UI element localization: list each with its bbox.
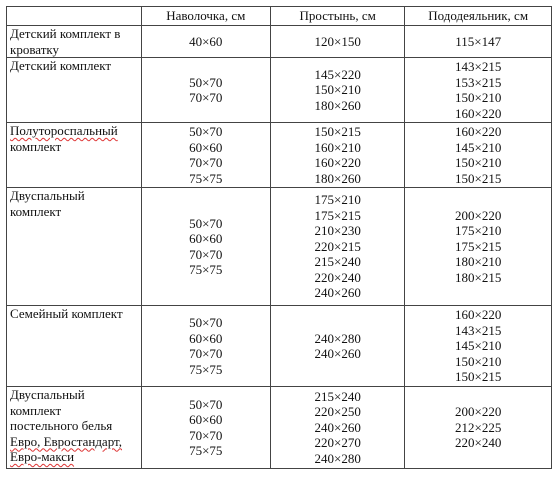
size-value: 175×210 [455,223,502,239]
size-value: 60×60 [189,330,223,346]
pillowcase-cell [141,188,271,306]
size-value: 70×70 [189,346,223,361]
table-row [7,123,552,188]
size-value: 70×70 [189,246,223,262]
table-row [7,58,552,123]
table-row [7,188,552,306]
category-line: комплект [10,203,62,219]
category-line: Семейный комплект [10,306,123,321]
size-value: 240×280 [314,450,361,466]
category-cell [7,306,142,387]
category-line: Полутороспальный [10,123,118,138]
header-pillowcase: Наволочка, см [141,7,271,26]
duvet-cell [405,26,552,58]
sheet-cell [271,387,405,469]
pillowcase-cell [141,58,271,123]
duvet-cell [405,58,552,123]
size-value: 120×150 [314,33,361,49]
size-value: 215×240 [314,388,361,404]
category-line: Евро, Евростандарт, [10,433,122,449]
category-cell [7,188,142,306]
size-value: 50×70 [189,315,223,330]
size-value: 70×70 [189,155,223,170]
category-line: Детский комплект [10,58,112,73]
size-value: 240×260 [314,346,361,361]
size-value: 160×220 [455,105,502,121]
size-value: 180×260 [314,97,361,113]
category-line: комплект [10,402,62,418]
size-value: 115×147 [455,33,502,49]
size-value: 160×210 [314,139,361,155]
size-value: 220×270 [314,435,361,451]
size-value: 50×70 [189,124,223,139]
size-value: 150×215 [455,170,502,186]
pillowcase-cell [141,387,271,469]
size-value: 153×215 [455,74,502,90]
size-value: 180×215 [455,269,502,285]
size-value: 212×225 [455,419,502,435]
size-value: 143×215 [455,322,502,338]
size-value: 220×240 [455,435,502,451]
table-row [7,387,552,469]
size-value: 180×260 [314,170,361,186]
header-row [7,7,552,26]
size-value: 40×60 [189,33,223,49]
size-value: 150×215 [455,369,502,385]
size-value: 70×70 [189,90,223,105]
pillowcase-cell [141,123,271,188]
size-value: 240×260 [314,419,361,435]
size-value: 210×230 [314,223,361,239]
size-value: 220×250 [314,404,361,420]
size-value: 60×60 [189,139,223,155]
size-value: 215×240 [314,254,361,270]
size-value: 145×210 [455,338,502,354]
size-value: 50×70 [189,215,223,231]
category-line: постельного белья [10,418,113,433]
size-value: 150×210 [455,353,502,369]
category-cell [7,26,142,58]
size-value: 200×220 [455,207,502,223]
duvet-cell [405,306,552,387]
size-value: 145×220 [314,66,361,82]
size-value: 175×215 [314,207,361,223]
size-value: 160×220 [455,307,502,323]
size-value: 180×210 [455,254,502,270]
category-cell [7,387,142,469]
bedding-sizes-table [6,6,552,469]
size-value: 50×70 [189,74,223,90]
sheet-cell [271,26,405,58]
pillowcase-cell [141,306,271,387]
size-value: 220×215 [314,238,361,254]
category-line: комплект [10,138,62,154]
sheet-cell [271,306,405,387]
category-line: Детский комплект в [10,26,121,41]
sheet-cell [271,188,405,306]
header-empty [7,7,142,26]
size-value: 150×210 [455,90,502,105]
size-value: 60×60 [189,412,223,427]
size-value: 200×220 [455,404,502,420]
category-cell [7,58,142,123]
size-value: 75×75 [189,170,223,186]
size-value: 60×60 [189,231,223,246]
size-value: 145×210 [455,139,502,155]
size-value: 160×220 [314,155,361,170]
size-value: 240×260 [314,285,361,301]
table-row [7,306,552,387]
pillowcase-cell [141,26,271,58]
size-value: 175×210 [314,192,361,208]
size-value: 143×215 [455,59,502,74]
category-line: кроватку [10,41,60,57]
category-line: Евро-макси [10,449,75,464]
size-value: 240×280 [314,330,361,346]
header-sheet: Простынь, см [271,7,405,26]
duvet-cell [405,123,552,188]
size-value: 150×215 [314,124,361,139]
duvet-cell [405,387,552,469]
header-duvet-cover: Пододеяльник, см [405,7,552,26]
sheet-cell [271,123,405,188]
size-value: 150×210 [455,155,502,170]
category-cell [7,123,142,188]
duvet-cell [405,188,552,306]
size-value: 70×70 [189,427,223,443]
category-line: Двуспальный [10,387,85,402]
size-value: 75×75 [189,443,223,458]
size-value: 75×75 [189,361,223,377]
table-row [7,26,552,58]
size-value: 175×215 [455,238,502,254]
size-value: 150×210 [314,82,361,98]
size-value: 50×70 [189,396,223,412]
size-value: 220×240 [314,269,361,285]
sheet-cell [271,58,405,123]
size-value: 160×220 [455,124,502,139]
category-line: Двуспальный [10,188,85,203]
sizes-table-container [6,6,552,469]
size-value: 75×75 [189,262,223,277]
